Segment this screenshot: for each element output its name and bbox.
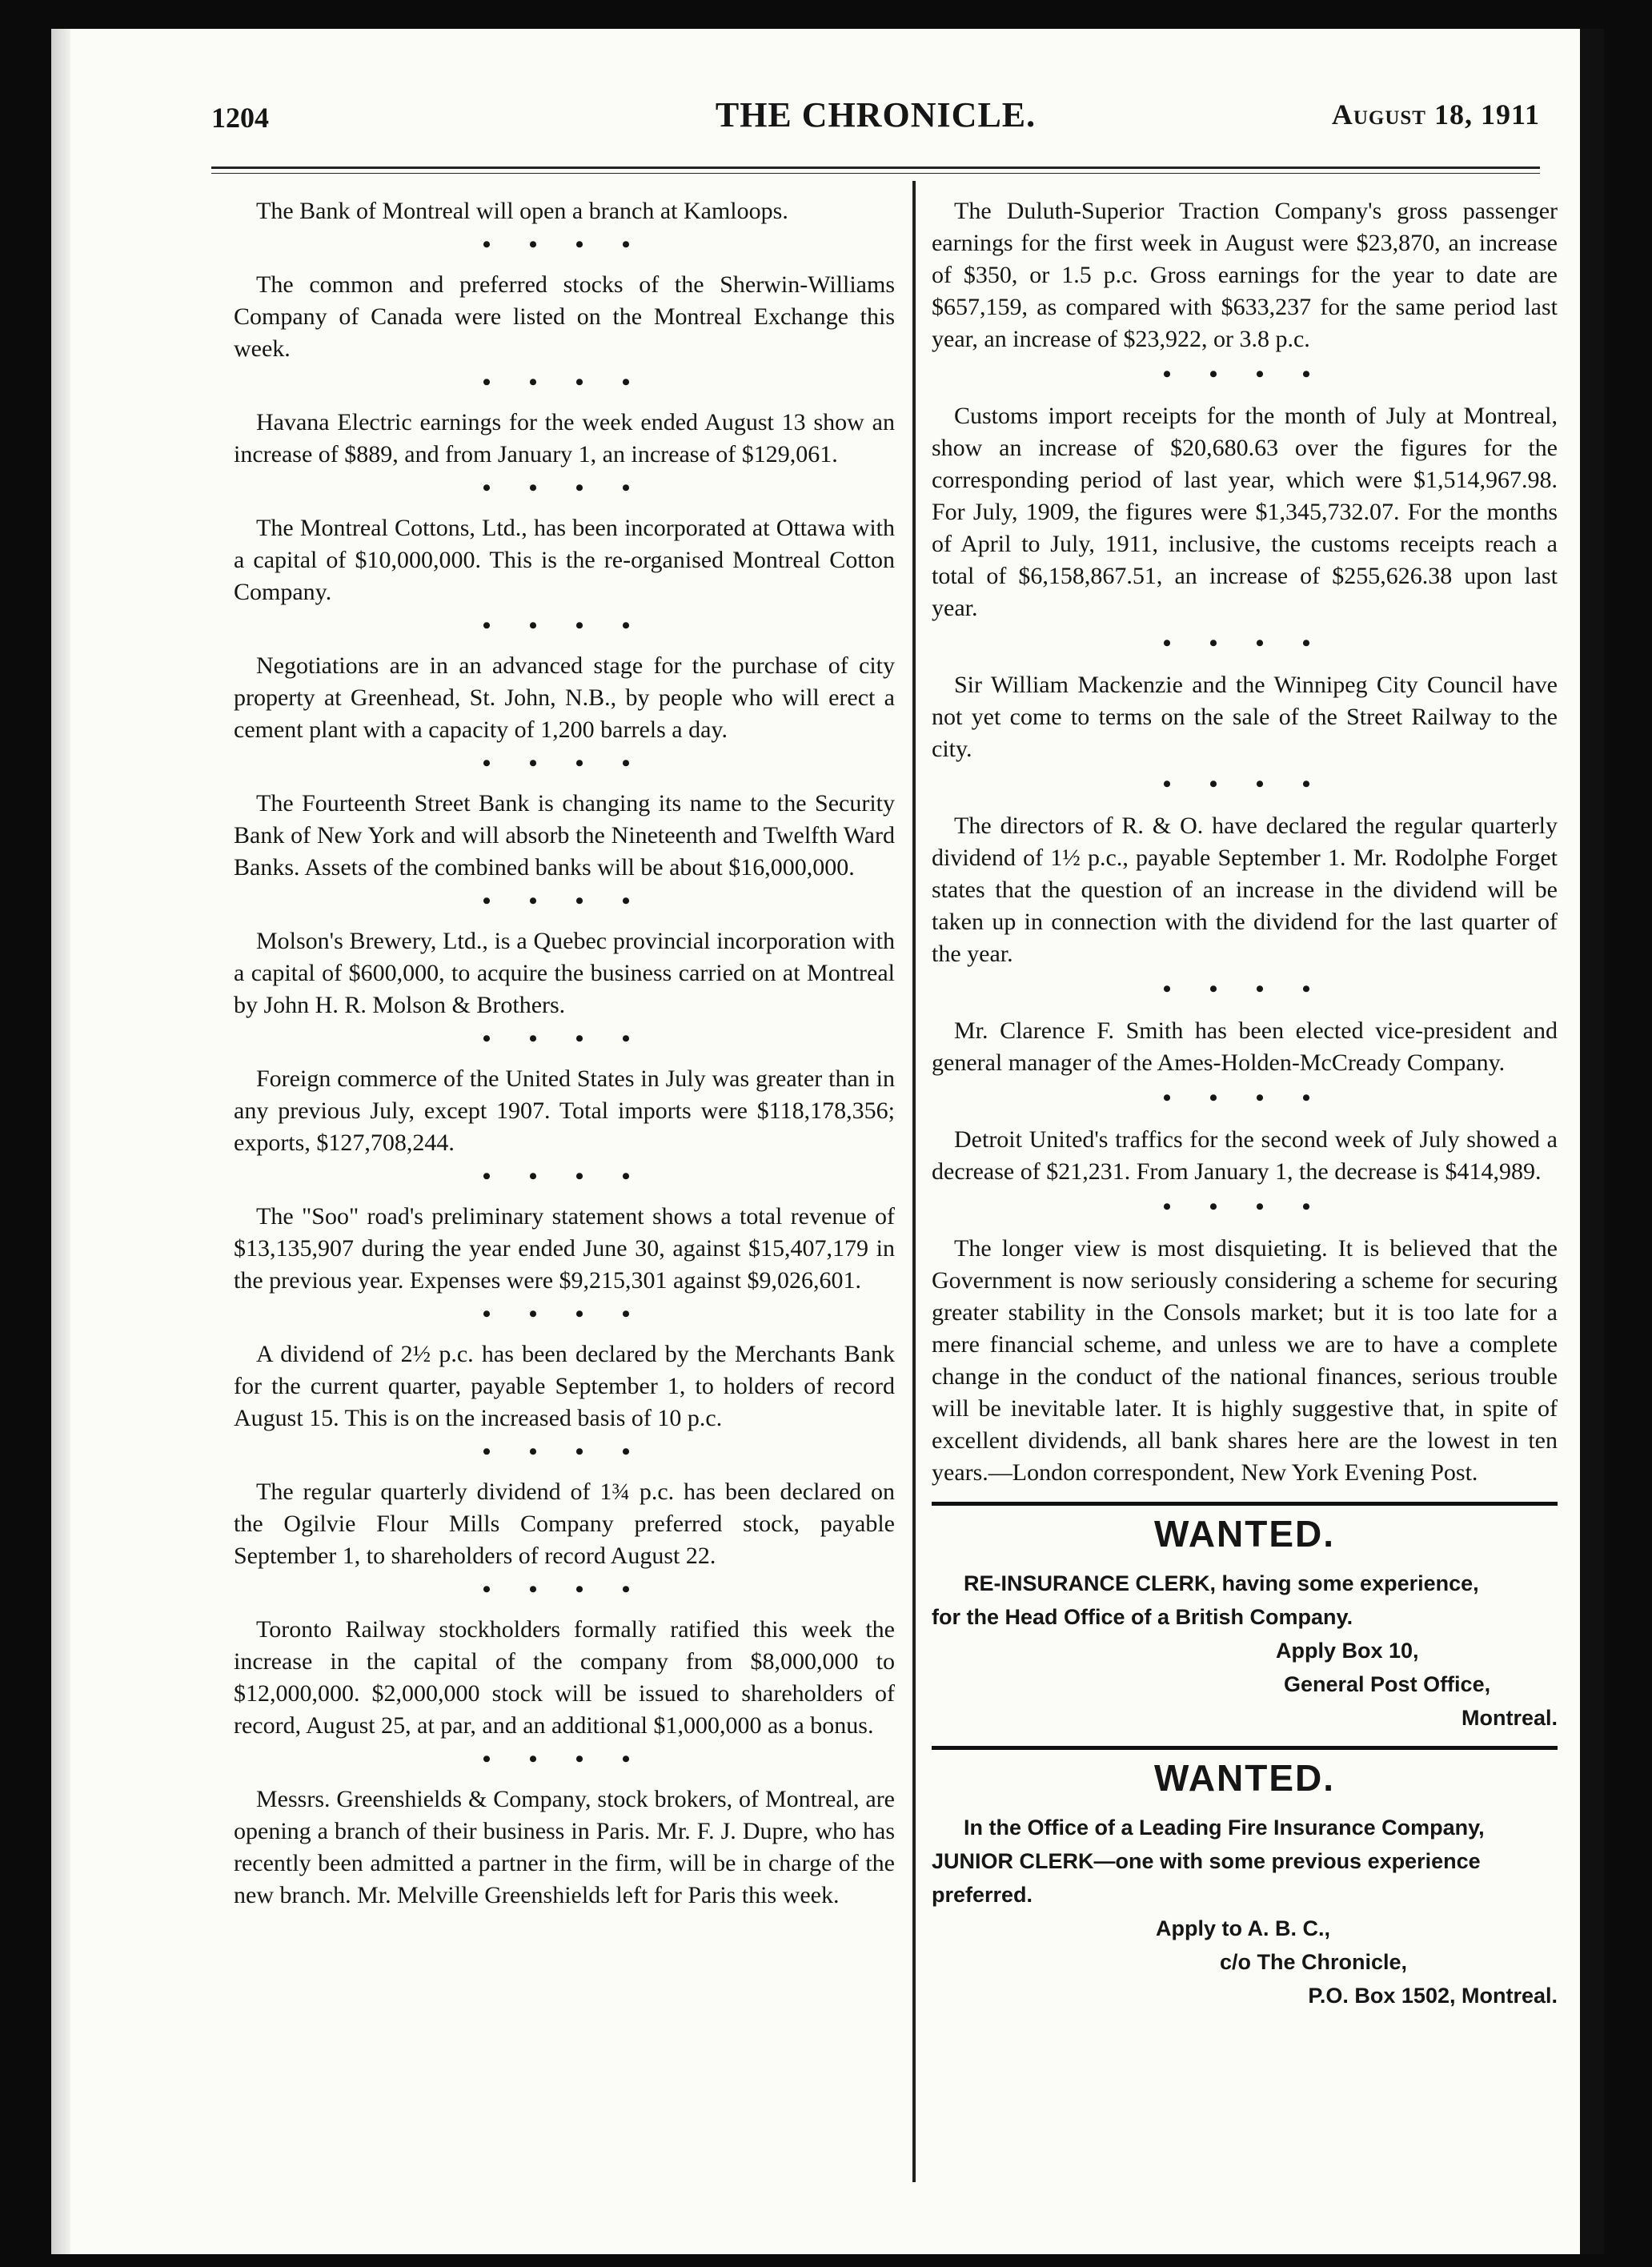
news-item: The Bank of Montreal will open a branch at Kamloops. <box>256 198 788 224</box>
ad-title: WANTED. <box>1153 1757 1336 1799</box>
news-item: The directors of R. & O. have declared the regular quarterly dividend of 1½ p.c., payable September 1. Mr. Rodolphe Forget states that the question of an increase in the dividend will be taken up in connection with the dividend for the last quarter of the year. <box>932 813 1558 967</box>
news-item: Molson's Brewery, Ltd., is a Quebec provincial incorporation with a capital of $600,000, to acquire the business carried on at Montreal by John H. R. Molson & Brothers. <box>234 928 895 1018</box>
item-separator: • • • • <box>1162 976 1327 1002</box>
item-separator: • • • • <box>1162 630 1327 656</box>
ad-rule <box>932 1746 1558 1750</box>
news-item: Customs import receipts for the month of July at Montreal, show an increase of $20,680.63 over the figures for the corresponding period of last year, which were $1,514,967.98. For July, 1909, the figures were $1,345,732.07. For the months of April to July, 1911, inclusive, the customs receipts reach a total of $6,158,867.51, an increase of $255,626.38 upon last year. <box>932 403 1558 621</box>
column-divider <box>912 181 916 2182</box>
left-column <box>234 195 895 1912</box>
news-item: Detroit United's traffics for the second week of July showed a decrease of $21,231. From January 1, the decrease is $414,989. <box>932 1126 1558 1185</box>
page-header <box>211 93 1540 157</box>
item-separator: • • • • <box>1162 771 1327 797</box>
journal-title: THE CHRONICLE. <box>715 95 1037 134</box>
ad-line: RE-INSURANCE CLERK, having some experience, <box>964 1571 1479 1595</box>
news-item: The common and preferred stocks of the Sherwin-Williams Company of Canada were listed on the Montreal Exchange this week. <box>234 271 895 362</box>
page-edge-shadow <box>1580 29 1604 2254</box>
ad-line: for the Head Office of a British Company. <box>932 1605 1353 1629</box>
news-item: The regular quarterly dividend of 1¾ p.c. has been declared on the Ogilvie Flour Mills Company preferred stock, payable September 1, to shareholders of record August 22. <box>234 1479 895 1569</box>
ad-line: In the Office of a Leading Fire Insurance Company, <box>964 1816 1485 1840</box>
item-separator: • • • • <box>482 888 647 914</box>
ad-line: c/o The Chronicle, <box>1220 1950 1408 1974</box>
item-separator: • • • • <box>482 750 647 776</box>
news-item: Messrs. Greenshields & Company, stock brokers, of Montreal, are opening a branch of their business in Paris. Mr. F. J. Dupre, who has recently been admitted a partner in the firm, will be in charge of the new branch. Mr. Melville Greenshields left for Paris this week. <box>234 1786 895 1908</box>
news-item: The Fourteenth Street Bank is changing its name to the Security Bank of New York and will absorb the Nineteenth and Twelfth Ward Banks. Assets of the combined banks will be about $16,000,000. <box>234 790 895 881</box>
ad-line: P.O. Box 1502, Montreal. <box>1308 1984 1558 2008</box>
news-item: The longer view is most disquieting. It is believed that the Government is now seriously considering a scheme for securing greater stability in the Consols market; but it is too late for a mere financial scheme, and unless we are to have a complete change in the conduct of the national finances, serious trouble will be inevitable later. It is highly suggestive that, in spite of excellent dividends, all bank shares here are the lowest in ten years.—London correspondent, New York Evening Post. <box>932 1235 1558 1486</box>
item-separator: • • • • <box>482 1025 647 1052</box>
news-item: Mr. Clarence F. Smith has been elected vice-president and general manager of the Ames-Holden-McCready Company. <box>932 1017 1558 1076</box>
ad-line: JUNIOR CLERK—one with some previous experience <box>932 1849 1481 1873</box>
header-rule-thin <box>211 173 1540 174</box>
ad-title: WANTED. <box>1153 1513 1336 1555</box>
news-item: Havana Electric earnings for the week ended August 13 show an increase of $889, and from January 1, an increase of $129,061. <box>234 409 895 467</box>
wanted-ad-reinsurance-clerk <box>932 1512 1558 1735</box>
item-separator: • • • • <box>482 1163 647 1190</box>
news-item: Sir William Mackenzie and the Winnipeg City Council have not yet come to terms on the sale of the Street Railway to the city. <box>932 672 1558 762</box>
news-item: Negotiations are in an advanced stage for the purchase of city property at Greenhead, St. John, N.B., by people who will erect a cement plant with a capacity of 1,200 barrels a day. <box>234 652 895 743</box>
ad-line: General Post Office, <box>1284 1672 1491 1696</box>
page-number: 1204 <box>211 102 269 134</box>
news-item: Foreign commerce of the United States in July was greater than in any previous July, except 1907. Total imports were $118,178,356; exports, $127,708,244. <box>234 1065 895 1156</box>
item-separator: • • • • <box>482 1438 647 1465</box>
item-separator: • • • • <box>482 475 647 501</box>
ad-line: Apply Box 10, <box>1276 1639 1419 1663</box>
news-item: Toronto Railway stockholders formally ratified this week the increase in the capital of the company from $8,000,000 to $12,000,000. $2,000,000 stock will be issued to shareholders of record, August 25, at par, and an additional $1,000,000 as a bonus. <box>234 1616 895 1739</box>
item-separator: • • • • <box>482 231 647 258</box>
issue-date: August 18, 1911 <box>1331 98 1540 130</box>
item-separator: • • • • <box>482 612 647 639</box>
item-separator: • • • • <box>1162 1194 1327 1220</box>
right-column <box>932 195 1558 2012</box>
wanted-ad-junior-clerk <box>932 1756 1558 2012</box>
news-item: A dividend of 2½ p.c. has been declared by the Merchants Bank for the current quarter, payable September 1, to holders of record August 15. This is on the increased basis of 10 p.c. <box>234 1341 895 1431</box>
page-spine <box>51 29 70 2254</box>
item-separator: • • • • <box>482 1301 647 1327</box>
ad-line: Montreal. <box>1461 1706 1558 1730</box>
ad-line: preferred. <box>932 1883 1033 1907</box>
item-separator: • • • • <box>1162 1085 1327 1111</box>
item-separator: • • • • <box>482 1746 647 1772</box>
header-rule-thick <box>211 167 1540 169</box>
newspaper-page <box>51 29 1604 2254</box>
news-item: The Duluth-Superior Traction Company's gross passenger earnings for the first week in August were $23,870, an increase of $350, or 1.5 p.c. Gross earnings for the year to date are $657,159, as compared with $633,237 for the same period last year, an increase of $23,922, or 3.8 p.c. <box>932 198 1558 352</box>
item-separator: • • • • <box>1162 361 1327 387</box>
item-separator: • • • • <box>482 369 647 395</box>
item-separator: • • • • <box>482 1576 647 1603</box>
news-item: The Montreal Cottons, Ltd., has been incorporated at Ottawa with a capital of $10,000,000. This is the re-organised Montreal Cotton Company. <box>234 515 895 605</box>
news-item: The "Soo" road's preliminary statement shows a total revenue of $13,135,907 during the year ended June 30, against $15,407,179 in the previous year. Expenses were $9,215,301 against $9,026,601. <box>234 1203 895 1294</box>
ad-line: Apply to A. B. C., <box>1156 1916 1330 1940</box>
ad-rule <box>932 1502 1558 1506</box>
